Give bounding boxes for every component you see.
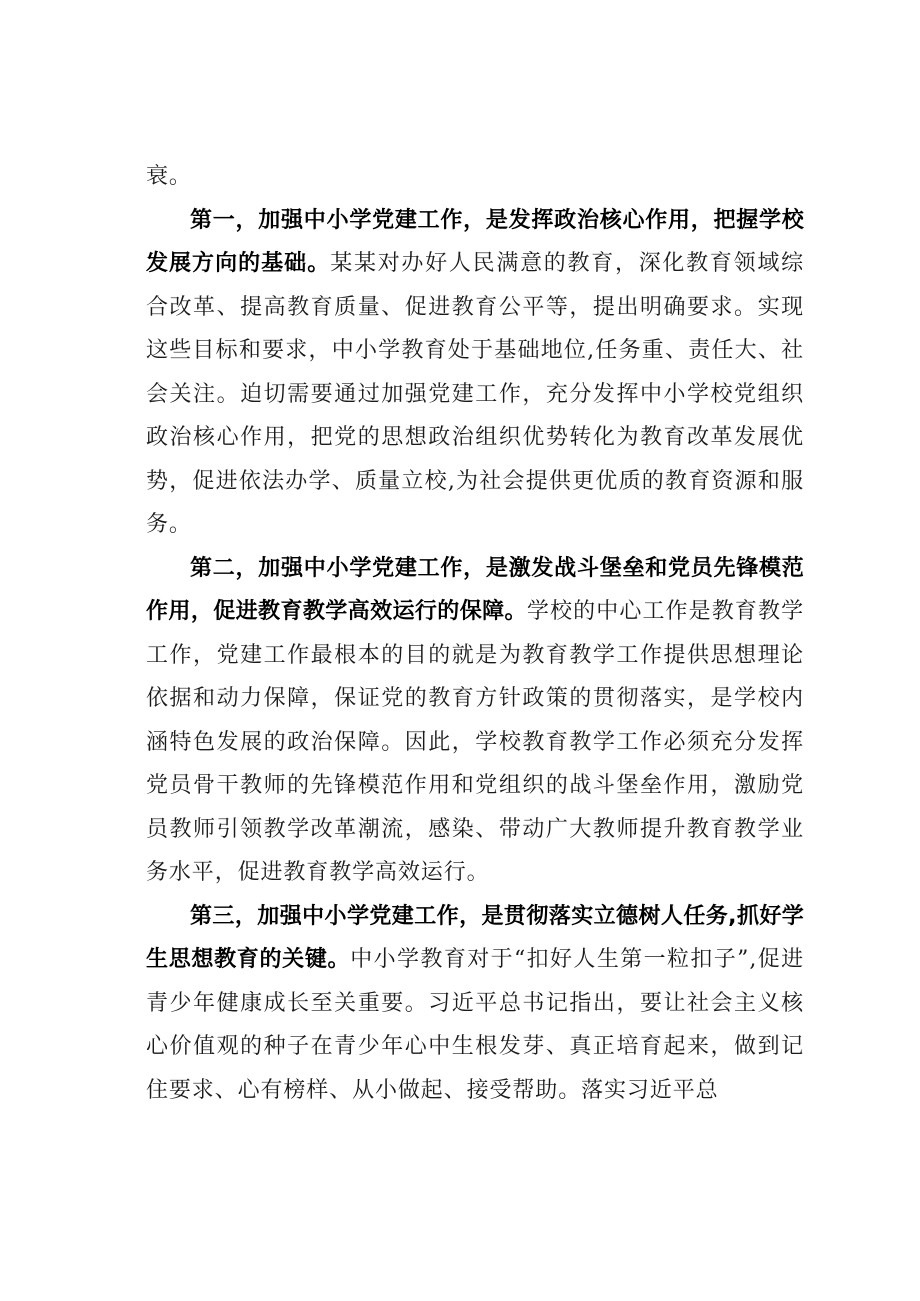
paragraph-continuation (146, 155, 804, 199)
paragraph-heading: 第二，加强中小学党建工作，是激发战斗堡垒和党员先锋模范作用，促进教育教学高效运行的保障。 (146, 555, 804, 624)
document-body (146, 155, 804, 1112)
paragraph-heading: 第三，加强中小学党建工作，是贯彻落实立德树人任务,抓好学生思想教育的关键。 (146, 903, 804, 972)
paragraph-body: 学校的中心工作是教育教学工作，党建工作最根本的目的就是为教育教学工作提供思想理论依据和动力保障，保证党的教育方针政策的贯彻落实，是学校内涵特色发展的政治保障。因此，学校教育教学工作必须充分发挥党员骨干教师的先锋模范作用和党组织的战斗堡垒作用，激励党员教师引领教学改革潮流，感染、带动广大教师提升教育教学业务水平，促进教育教学高效运行。 (146, 599, 804, 885)
paragraph-body: 衰。 (146, 164, 192, 189)
paragraph-third (146, 895, 804, 1113)
paragraph-second (146, 547, 804, 895)
paragraph-first (146, 199, 804, 547)
paragraph-heading: 第一，加强中小学党建工作，是发挥政治核心作用，把握学校发展方向的基础。 (146, 207, 804, 276)
paragraph-body: 中小学教育对于“扣好人生第一粒扣子”,促进青少年健康成长至关重要。习近平总书记指出，要让社会主义核心价值观的种子在青少年心中生根发芽、真正培育起来，做到记住要求、心有榜样、从小做起、接受帮助。落实习近平总 (146, 947, 805, 1103)
paragraph-body: 某某对办好人民满意的教育，深化教育领域综合改革、提高教育质量、促进教育公平等，提出明确要求。实现这些目标和要求，中小学教育处于基础地位,任务重、责任大、社会关注。迫切需要通过加强党建工作，充分发挥中小学校党组织政治核心作用，把党的思想政治组织优势转化为教育改革发展优势，促进依法办学、质量立校,为社会提供更优质的教育资源和服务。 (146, 251, 804, 537)
